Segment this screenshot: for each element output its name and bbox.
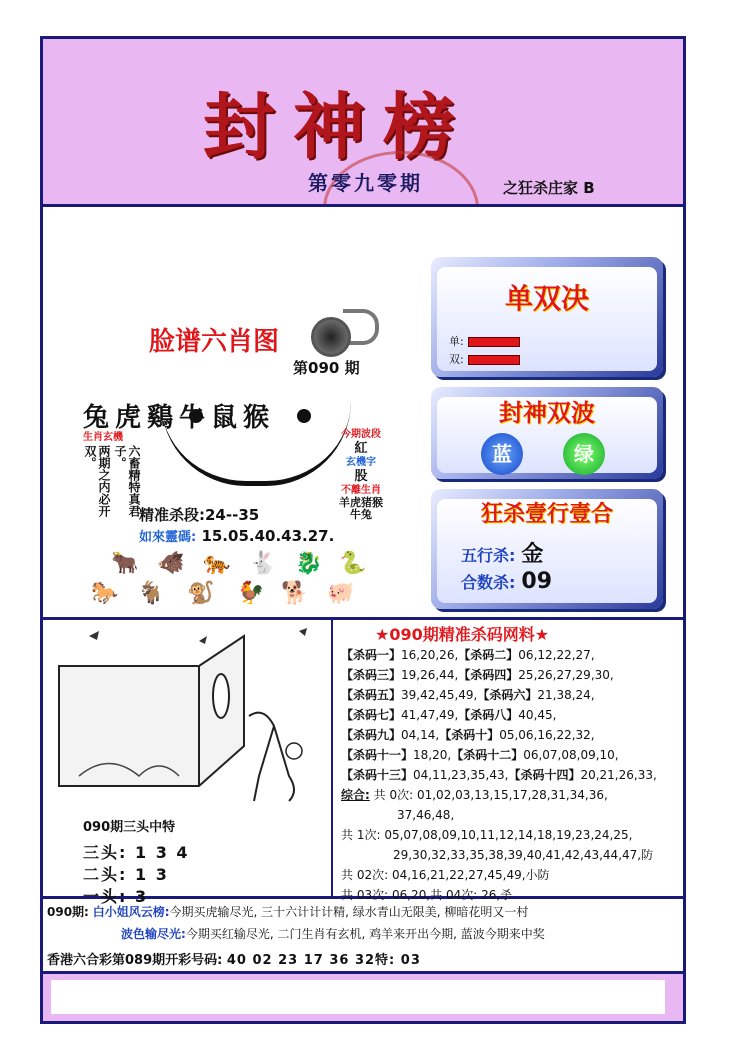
kill-code-list [341, 645, 681, 785]
summary-1: 共 1次: 05,07,08,09,10,11,12,14,18,19,23,24,25, [341, 828, 633, 842]
bottom-band [43, 971, 683, 1021]
even-row: 双: [449, 351, 520, 367]
kill-code-row: 【杀码九】04,14,【杀码十】05,06,16,22,32, [341, 728, 595, 742]
left-hint-box: 生肖玄機 两期之内必开双。 六畜精特真君子。 [83, 432, 141, 517]
middle-section [43, 251, 683, 617]
kill-code-row: 【杀码五】39,42,45,49,【杀码六】21,38,24, [341, 688, 595, 702]
boar-icon: 🐗 [157, 551, 185, 576]
page-frame [40, 36, 686, 1024]
summary-2: 共 02次: 04,16,21,22,27,45,49,小防 [341, 868, 550, 882]
rabbit-icon: 🐇 [249, 551, 277, 576]
odd-row: 单: [449, 333, 520, 349]
sum-row: 合数杀: 09 [461, 569, 553, 594]
snake-icon: 🐍 [339, 551, 367, 576]
right-hint-box: 今期波段 紅 玄機字 股 不離生肖 羊虎猪猴牛兔 [339, 429, 383, 521]
goat-icon: 🐐 [137, 581, 165, 606]
monkey-icon: 🐒 [187, 581, 215, 606]
element-card [431, 489, 663, 609]
issue-title: 第零九零期 [308, 171, 423, 195]
panel-divider [331, 620, 333, 896]
horse-icon: 🐎 [91, 581, 119, 606]
smile-icon [161, 401, 351, 486]
odd-even-title: 单双决 [504, 282, 589, 315]
kill-code-row: 【杀码三】19,26,44,【杀码四】25,26,27,29,30, [341, 668, 614, 682]
lock-icon [311, 317, 351, 357]
face-chart-title: 脸谱六肖图 [149, 327, 280, 357]
footer [43, 899, 683, 971]
lower-section [43, 617, 683, 906]
three-head-title: 090期三头中特 [83, 820, 176, 835]
bottom-blank [51, 980, 665, 1014]
kill-code-title: ★090期精准杀码网料★ [375, 625, 550, 644]
footer-line-2: 波色输尽光:今期买红输尽光, 二门生肖有玄机, 鸡羊来开出今期, 蓝波今期来中奖 [121, 927, 545, 941]
odd-even-card [431, 257, 663, 377]
kill-code-row: 【杀码七】41,47,49,【杀码八】40,45, [341, 708, 557, 722]
kill-code-row: 【杀码一】16,20,26,【杀码二】06,12,22,27, [341, 648, 595, 662]
pig-icon: 🐖 [327, 581, 355, 606]
kill-code-row: 【杀码十一】18,20,【杀码十二】06,07,08,09,10, [341, 748, 619, 762]
wave-card [431, 387, 663, 479]
page-title: 封神榜 [203, 84, 474, 169]
head-row-1: 一头: 3 [83, 887, 149, 906]
dog-icon: 🐕 [281, 581, 309, 606]
tiger-icon: 🐅 [203, 551, 231, 576]
kill-range: 精准杀段:24--35 [139, 506, 260, 524]
head-row-3: 三头: 1 3 4 [83, 843, 190, 862]
odd-bar [468, 337, 520, 347]
element-row: 五行杀: 金 [461, 542, 544, 567]
head-row-2: 二头: 1 3 [83, 865, 169, 884]
header [43, 39, 683, 204]
face-issue: 第090 期 [293, 359, 360, 377]
wave-title: 封神双波 [499, 398, 595, 427]
horse-box-sketch [49, 626, 325, 812]
zodiac-row: 兔虎鷄牛鼠猴 [83, 403, 276, 433]
lucky-numbers: 如來靈碼: 15.05.40.43.27. [139, 527, 335, 545]
even-bar [468, 355, 520, 365]
element-title: 狂杀壹行壹合 [480, 501, 613, 527]
green-wave-badge: 绿 [563, 433, 605, 475]
ox-icon: 🐂 [111, 551, 139, 576]
blue-wave-badge: 蓝 [481, 433, 523, 475]
footer-line-1: 090期: 白小姐风云榜:今期买虎输尽光, 三十六计计计精, 绿水青山无限美, 柳暗花明又一村 [47, 905, 529, 919]
summary-0: 综合: 共 0次: 01,02,03,13,15,17,28,31,34,36, [341, 788, 608, 802]
kill-code-panel [341, 622, 681, 905]
blank-band [43, 204, 683, 254]
summary-1b: 29,30,32,33,35,38,39,40,41,42,43,44,47,防 [393, 848, 654, 862]
kill-code-row: 【杀码十三】04,11,23,35,43,【杀码十四】20,21,26,33, [341, 768, 657, 782]
rooster-icon: 🐓 [237, 581, 265, 606]
header-tag: 之狂杀庄家 B [503, 179, 595, 197]
summary-3: 共 03次: 06,20,共 04次: 26,杀 [341, 888, 513, 902]
dragon-icon: 🐉 [295, 551, 323, 576]
summary-0b: 37,46,48, [397, 808, 455, 822]
zodiac-animals [91, 551, 391, 611]
draw-result: 香港六合彩第089期开彩号码: 40 02 23 17 36 32特: 03 [47, 953, 421, 968]
